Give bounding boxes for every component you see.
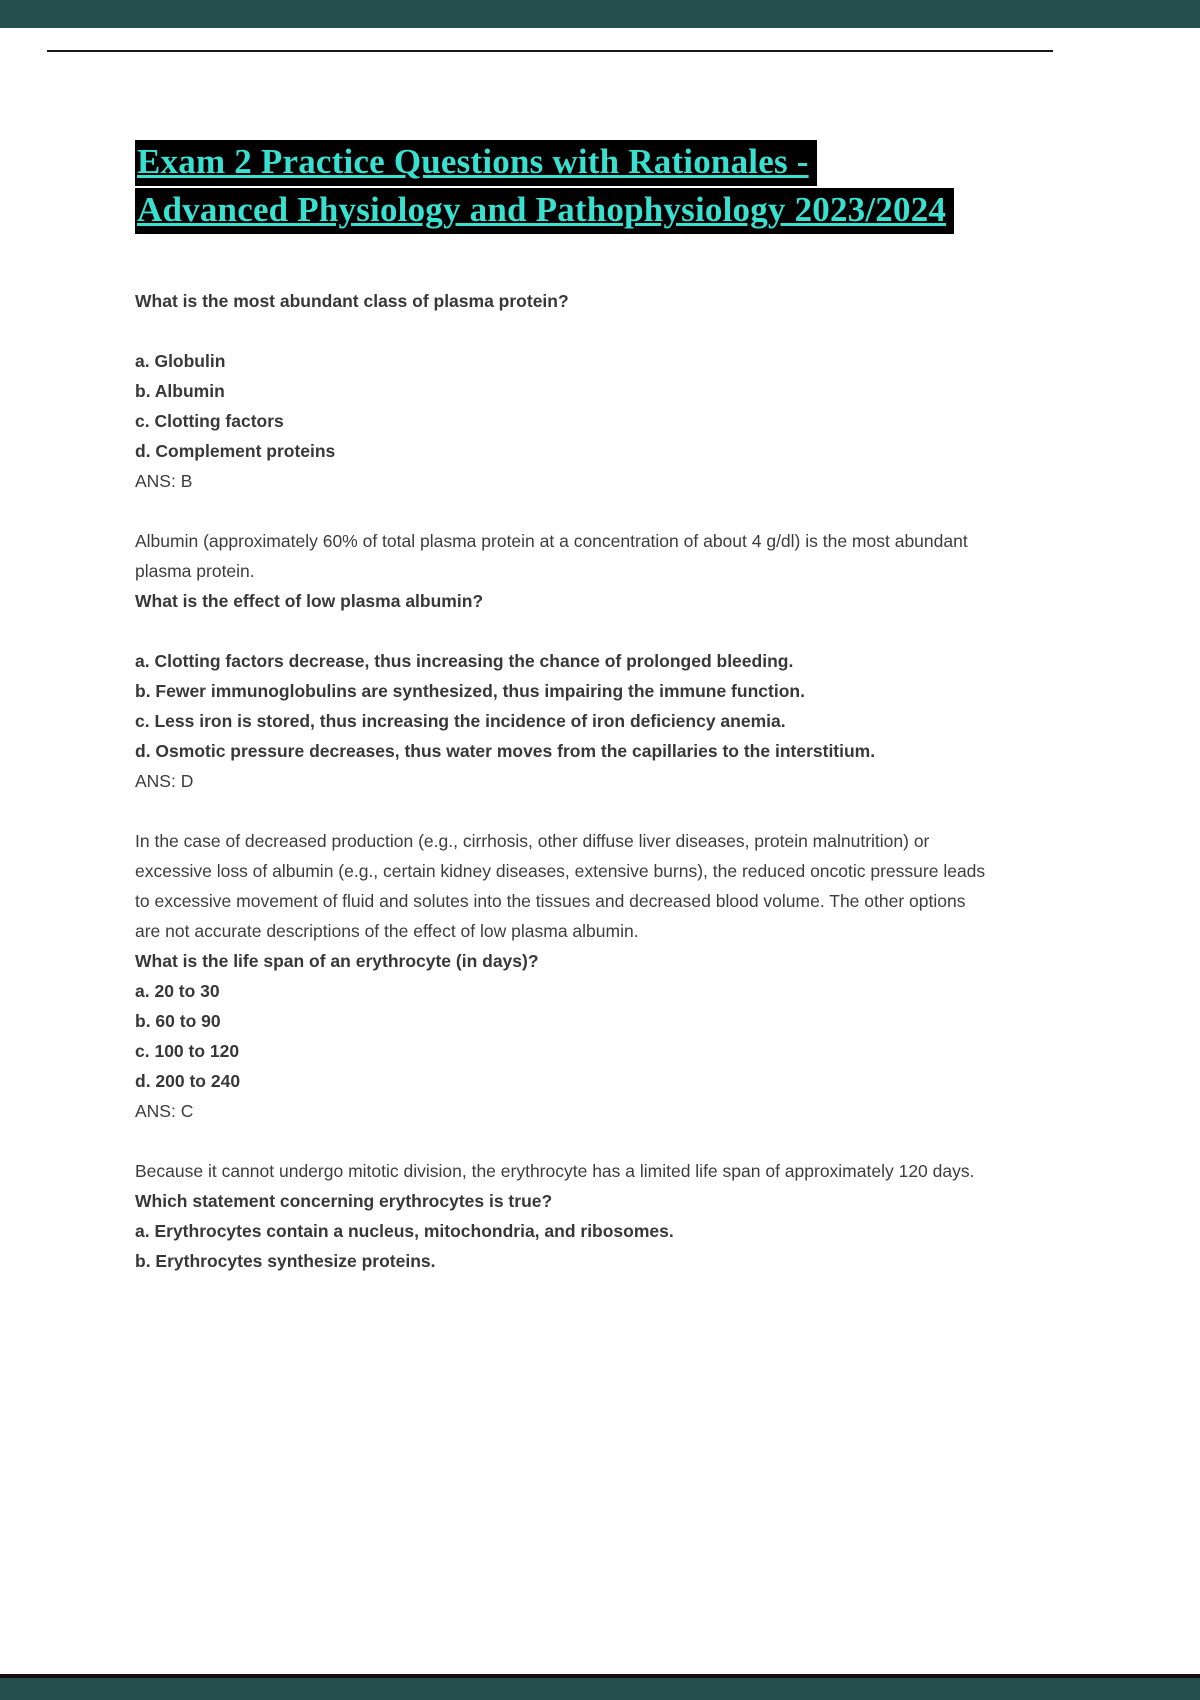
option-text: d. Complement proteins: [135, 441, 336, 461]
blank-line: [135, 1126, 991, 1156]
document-title-line-2: Advanced Physiology and Pathophysiology 2023/2024: [135, 188, 954, 234]
document-body: [135, 286, 991, 1276]
option-text: b. 60 to 90: [135, 1011, 221, 1031]
option-text: c. Clotting factors: [135, 411, 284, 431]
option-text: b. Albumin: [135, 381, 225, 401]
rationale-text: Because it cannot undergo mitotic division, the erythrocyte has a limited life span of approximately 120 days.: [135, 1161, 975, 1181]
answer-text: ANS: D: [135, 771, 194, 791]
option-text: a. Erythrocytes contain a nucleus, mitochondria, and ribosomes.: [135, 1221, 674, 1241]
option-text: a. Globulin: [135, 351, 226, 371]
top-border-bar: [0, 0, 1200, 28]
option-text: b. Erythrocytes synthesize proteins.: [135, 1251, 436, 1271]
document-title-line-1: Exam 2 Practice Questions with Rationales -: [135, 140, 817, 186]
option-text: a. Clotting factors decrease, thus increasing the chance of prolonged bleeding.: [135, 651, 794, 671]
blank-line: [135, 316, 991, 346]
option-text: d. 200 to 240: [135, 1071, 241, 1091]
answer-text: ANS: B: [135, 471, 193, 491]
question-text: Which statement concerning erythrocytes is true?: [135, 1191, 553, 1211]
question-text: What is the effect of low plasma albumin?: [135, 591, 484, 611]
question-text: What is the life span of an erythrocyte (in days)?: [135, 951, 539, 971]
bottom-border-bar: [0, 1674, 1200, 1700]
option-text: d. Osmotic pressure decreases, thus water moves from the capillaries to the interstitium.: [135, 741, 876, 761]
option-text: c. 100 to 120: [135, 1041, 240, 1061]
question-text: What is the most abundant class of plasma protein?: [135, 291, 569, 311]
blank-line: [135, 796, 991, 826]
page-content: [135, 52, 991, 1276]
option-text: a. 20 to 30: [135, 981, 220, 1001]
option-text: c. Less iron is stored, thus increasing the incidence of iron deficiency anemia.: [135, 711, 786, 731]
blank-line: [135, 496, 991, 526]
rationale-text: Albumin (approximately 60% of total plasma protein at a concentration of about 4 g/dl) is the most abundant plasma protein.: [135, 531, 968, 581]
rationale-text: In the case of decreased production (e.g., cirrhosis, other diffuse liver diseases, protein malnutrition) or excessive loss of albumin (e.g., certain kidney diseases, extensive burns), the reduced oncotic pressure leads to excessive movement of fluid and solutes into the tissues and decreased blood volume. The other options are not accurate descriptions of the effect of low plasma albumin.: [135, 831, 986, 941]
blank-line: [135, 616, 991, 646]
answer-text: ANS: C: [135, 1101, 194, 1121]
document-title: [135, 138, 991, 234]
option-text: b. Fewer immunoglobulins are synthesized, thus impairing the immune function.: [135, 681, 805, 701]
